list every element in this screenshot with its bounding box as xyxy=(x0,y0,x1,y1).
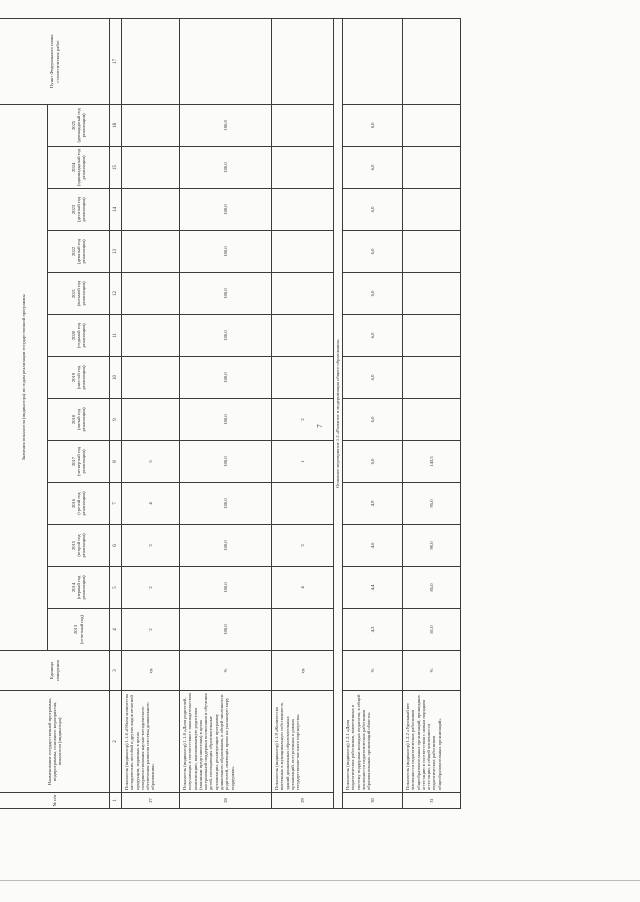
header-year-2015 xyxy=(48,525,110,567)
column-number-cell: 7 xyxy=(110,483,122,525)
row-value-cell xyxy=(403,399,461,441)
header-year-desc: (восьмой год реализации) xyxy=(75,280,87,307)
column-number-cell: 2 xyxy=(110,691,122,793)
section-title: Основное мероприятие 1.2 «Развитие и модернизация общего образования» xyxy=(334,18,343,808)
row-name-cell: Показатель (индикатор) 1.1.6 «Объем количества методических пособий и других видов печатной продукции, изданных в целях совершенствования научно-методического обеспечения развития системы дошкольного образования» xyxy=(122,691,180,793)
row-index-cell: 28 xyxy=(180,793,272,809)
row-index-cell: 31 xyxy=(403,793,461,809)
row-value-cell xyxy=(272,231,334,273)
row-value-cell: 3 xyxy=(122,525,180,567)
row-source-cell xyxy=(272,18,334,104)
row-name-cell: Показатель (индикатор) 1.1.8 «Доля родителей, получающих в соответствии с законодательством компенсацию, выплачиваемую родителям (законным представителям) в целях материальной поддержки воспитания и обучения детей, посещающих образовательные организации, реализующие программу дошкольного образования, в общей численности родителей, имеющих право на указанную меру поддержки» xyxy=(180,691,272,793)
column-number-cell: 14 xyxy=(110,189,122,231)
row-unit-cell: % xyxy=(180,651,272,691)
row-unit-cell: % xyxy=(403,651,461,691)
row-index-cell: 30 xyxy=(343,793,403,809)
column-number-cell: 4 xyxy=(110,609,122,651)
header-year-2020 xyxy=(48,315,110,357)
column-number-cell: 6 xyxy=(110,525,122,567)
row-value-cell: 4,3 xyxy=(343,609,403,651)
header-year-label: 2021 xyxy=(70,288,76,299)
header-year-label: 2023 xyxy=(70,204,76,215)
table-body xyxy=(122,18,461,808)
row-value-cell: 4,6 xyxy=(343,525,403,567)
column-number-cell: 8 xyxy=(110,441,122,483)
row-value-cell: 100,0 xyxy=(180,525,272,567)
header-year-desc: (первый год реализации) xyxy=(75,575,87,600)
row-unit-cell: % xyxy=(343,651,403,691)
row-value-cell: 6,0 xyxy=(343,104,403,146)
row-value-cell xyxy=(403,104,461,146)
row-value-cell xyxy=(272,273,334,315)
header-year-desc: (второй год реализации) xyxy=(75,533,87,558)
table-row xyxy=(180,18,272,808)
row-value-cell xyxy=(122,315,180,357)
row-value-cell: 6,0 xyxy=(343,273,403,315)
column-number-cell: 10 xyxy=(110,357,122,399)
row-value-cell xyxy=(122,399,180,441)
page-number: 7 xyxy=(316,424,324,428)
column-number-cell: 13 xyxy=(110,231,122,273)
column-number-cell: 17 xyxy=(110,18,122,104)
header-year-label: 2020 xyxy=(70,330,76,341)
row-value-cell: 6,0 xyxy=(343,441,403,483)
table-row xyxy=(272,18,334,808)
row-value-cell xyxy=(272,609,334,651)
row-value-cell: 143,5 xyxy=(403,441,461,483)
column-number-cell: 15 xyxy=(110,147,122,189)
row-value-cell: 6,0 xyxy=(343,147,403,189)
row-value-cell: 2 xyxy=(122,609,180,651)
table-row xyxy=(122,18,180,808)
header-year-desc: (шестой год реализации) xyxy=(75,365,87,390)
row-value-cell: 90,0 xyxy=(403,525,461,567)
header-year-label: 2022 xyxy=(70,246,76,257)
header-name: Наименование государственной программы, подпрограммы, основного мероприятия, показателя (индикатора) xyxy=(0,691,110,793)
row-value-cell: 100,0 xyxy=(180,567,272,609)
row-source-cell xyxy=(343,18,403,104)
row-name-cell: Показатель (индикатор) 1.1.9 «Количество внесенных в муниципальную собственность зданий дошкольных образовательных организаций, построенных в рамках государственно-частного партнерства» xyxy=(272,691,334,793)
row-value-cell: 6,0 xyxy=(343,357,403,399)
row-value-cell xyxy=(122,104,180,146)
column-number-cell: 11 xyxy=(110,315,122,357)
row-value-cell xyxy=(122,189,180,231)
row-value-cell: 4,4 xyxy=(343,567,403,609)
row-value-cell: 6,0 xyxy=(343,231,403,273)
header-source: Пункт Федерального плана статистических работ xyxy=(0,18,110,104)
row-value-cell: 100,0 xyxy=(180,189,272,231)
header-year-label: 2025 xyxy=(70,120,76,131)
row-value-cell: 100,0 xyxy=(180,273,272,315)
row-index-cell: 29 xyxy=(272,793,334,809)
row-value-cell xyxy=(403,231,461,273)
header-year-desc: (двенадцатый год реализации) xyxy=(75,108,87,143)
row-value-cell: 100,0 xyxy=(180,483,272,525)
header-year-2017 xyxy=(48,441,110,483)
header-year-desc: (пятый год реализации) xyxy=(75,407,87,432)
header-year-desc: (девятый год реализации) xyxy=(75,238,87,265)
header-year-2014 xyxy=(48,567,110,609)
column-number-cell: 5 xyxy=(110,567,122,609)
row-value-cell: 5 xyxy=(122,441,180,483)
table-row xyxy=(343,18,403,808)
row-source-cell xyxy=(403,18,461,104)
row-value-cell: 100,0 xyxy=(180,147,272,189)
row-value-cell xyxy=(272,104,334,146)
row-unit-cell: ед. xyxy=(122,651,180,691)
row-value-cell: 4 xyxy=(272,567,334,609)
row-value-cell xyxy=(272,357,334,399)
row-value-cell xyxy=(403,357,461,399)
row-value-cell xyxy=(403,315,461,357)
header-year-desc: (четвертый год реализации) xyxy=(75,446,87,477)
header-year-label: 2013 xyxy=(73,624,79,635)
row-value-cell: 1 xyxy=(272,441,334,483)
header-year-2022 xyxy=(48,231,110,273)
row-value-cell: 100,0 xyxy=(180,231,272,273)
row-unit-cell: ед. xyxy=(272,651,334,691)
header-year-label: 2015 xyxy=(70,540,76,551)
header-year-label: 2014 xyxy=(70,582,76,593)
header-year-label: 2017 xyxy=(70,456,76,467)
indicators-table xyxy=(0,18,461,809)
section-row xyxy=(334,18,343,808)
header-year-2025 xyxy=(48,104,110,146)
header-year-desc: (отчетный год) xyxy=(78,614,84,645)
row-value-cell xyxy=(122,273,180,315)
rotated-table-wrapper xyxy=(0,19,619,809)
row-value-cell: 3 xyxy=(272,525,334,567)
row-value-cell: 4,9 xyxy=(343,483,403,525)
column-number-cell: 9 xyxy=(110,399,122,441)
row-value-cell: 81,0 xyxy=(403,609,461,651)
header-year-desc: (третий год реализации) xyxy=(75,491,87,516)
header-year-2021 xyxy=(48,273,110,315)
row-value-cell: 100,0 xyxy=(180,441,272,483)
column-number-cell: 12 xyxy=(110,273,122,315)
header-year-2013 xyxy=(48,609,110,651)
row-value-cell: 6,0 xyxy=(343,189,403,231)
row-value-cell: 85,0 xyxy=(403,567,461,609)
row-value-cell: 100,0 xyxy=(180,315,272,357)
row-name-cell: Показатель (индикатор) 1.2.1 «Доля педагогических работников, вовлеченных в систему поддержки молодых педагогов, в общей численности педагогических работников образовательных организаций области» xyxy=(343,691,403,793)
row-value-cell xyxy=(272,147,334,189)
header-year-2018 xyxy=(48,399,110,441)
row-value-cell xyxy=(272,189,334,231)
header-values-group: Значения показателя (индикатора) по годам реализации государственной программы xyxy=(0,104,48,650)
row-value-cell: 100,0 xyxy=(180,357,272,399)
header-year-desc: (одиннадцатый год реализации) xyxy=(75,148,87,187)
row-value-cell: 100,0 xyxy=(180,104,272,146)
row-value-cell xyxy=(272,315,334,357)
header-column-numbers-row xyxy=(110,18,122,808)
header-year-2024 xyxy=(48,147,110,189)
row-value-cell: 6,0 xyxy=(343,315,403,357)
header-year-2016 xyxy=(48,483,110,525)
header-index: № п/п xyxy=(0,793,110,809)
row-value-cell xyxy=(122,147,180,189)
row-value-cell: 2 xyxy=(272,399,334,441)
row-source-cell xyxy=(180,18,272,104)
header-year-label: 2024 xyxy=(70,162,76,173)
column-number-cell: 1 xyxy=(110,793,122,809)
row-index-cell: 27 xyxy=(122,793,180,809)
header-unit: Единица измерения xyxy=(0,651,110,691)
column-number-cell: 16 xyxy=(110,104,122,146)
row-value-cell xyxy=(403,273,461,315)
row-value-cell xyxy=(403,147,461,189)
header-year-desc: (десятый год реализации) xyxy=(75,196,87,223)
header-year-2023 xyxy=(48,189,110,231)
scan-edge-line xyxy=(0,880,640,881)
row-value-cell: 100,0 xyxy=(180,399,272,441)
header-year-label: 2019 xyxy=(70,372,76,383)
header-year-2019 xyxy=(48,357,110,399)
row-value-cell xyxy=(272,483,334,525)
header-year-desc: (седьмой год реализации) xyxy=(75,322,87,349)
header-year-label: 2016 xyxy=(70,498,76,509)
row-name-cell: Показатель (индикатор) 1.2.2 «Удельный вес численности педагогических работников общеобразовательных организаций, прошедших аттестацию в соответствии с новым порядком аттестации, в общей численности педагогических работников общеобразовательных организаций» xyxy=(403,691,461,793)
row-value-cell: 95,0 xyxy=(403,483,461,525)
row-value-cell xyxy=(122,357,180,399)
column-number-cell: 3 xyxy=(110,651,122,691)
row-value-cell: 2 xyxy=(122,567,180,609)
row-value-cell xyxy=(122,231,180,273)
table-row xyxy=(403,18,461,808)
row-value-cell xyxy=(403,189,461,231)
row-value-cell: 6,0 xyxy=(343,399,403,441)
row-value-cell: 100,0 xyxy=(180,609,272,651)
header-year-label: 2018 xyxy=(70,414,76,425)
row-source-cell xyxy=(122,18,180,104)
row-value-cell: 4 xyxy=(122,483,180,525)
